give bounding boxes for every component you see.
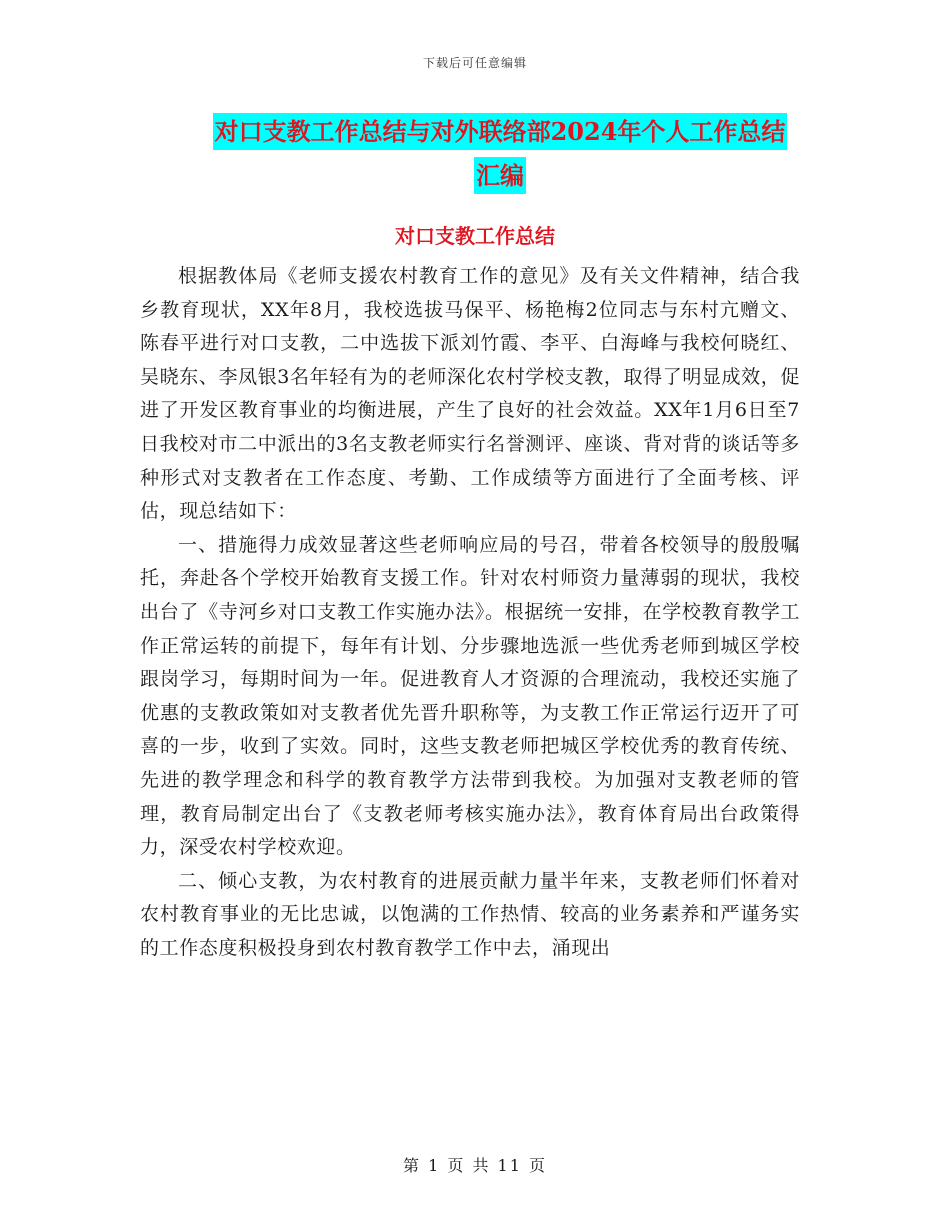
header-note: 下载后可任意编辑 <box>422 56 527 70</box>
paragraph: 一、措施得力成效显著这些老师响应局的号召，带着各校领导的殷殷嘱托，奔赴各个学校开始教育支援工作。针对农村师资力量薄弱的现状，我校出台了《寺河乡对口支教工作实施办法》。根据统一安排，在学校教育教学工作正常运转的前提下，每年有计划、分步骤地选派一些优秀老师到城区学校跟岗学习，每期时间为一年。促进教育人才资源的合理流动，我校还实施了优惠的支教政策如对支教者优先晋升职称等，为支教工作正常运行迈开了可喜的一步，收到了实效。同时，这些支教老师把城区学校优秀的教育传统、先进的教学理念和科学的教育教学方法带到我校。为加强对支教老师的管理，教育局制定出台了《支教老师考核实施办法》，教育体育局出台政策得力，深受农村学校欢迎。 <box>140 533 800 859</box>
page-footer: 第 1 页 共 11 页 <box>403 1156 547 1175</box>
document-title-line1: 对口支教工作总结与对外联络部2024年个人工作总结 <box>213 113 788 150</box>
document-title-line2: 汇编 <box>474 157 526 194</box>
paragraph: 二、倾心支教，为农村教育的进展贡献力量半年来，支教老师们怀着对农村教育事业的无比忠诚，以饱满的工作热情、较高的业务素养和严谨务实的工作态度积极投身到农村教育教学工作中去，涌现出 <box>140 869 800 959</box>
document-body <box>140 260 800 965</box>
section-title: 对口支教工作总结 <box>395 224 555 248</box>
paragraph: 根据教体局《老师支援农村教育工作的意见》及有关文件精神，结合我乡教育现状，XX年8月，我校选拔马保平、杨艳梅2位同志与东村亢赠文、陈春平进行对口支教，二中选拔下派刘竹霞、李平、白海峰与我校何晓红、吴晓东、李凤银3名年轻有为的老师深化农村学校支教，取得了明显成效，促进了开发区教育事业的均衡进展，产生了良好的社会效益。XX年1月6日至7日我校对市二中派出的3名支教老师实行名誉测评、座谈、背对背的谈话等多种形式对支教者在工作态度、考勤、工作成绩等方面进行了全面考核、评估，现总结如下： <box>140 265 800 523</box>
document-title <box>140 110 860 198</box>
